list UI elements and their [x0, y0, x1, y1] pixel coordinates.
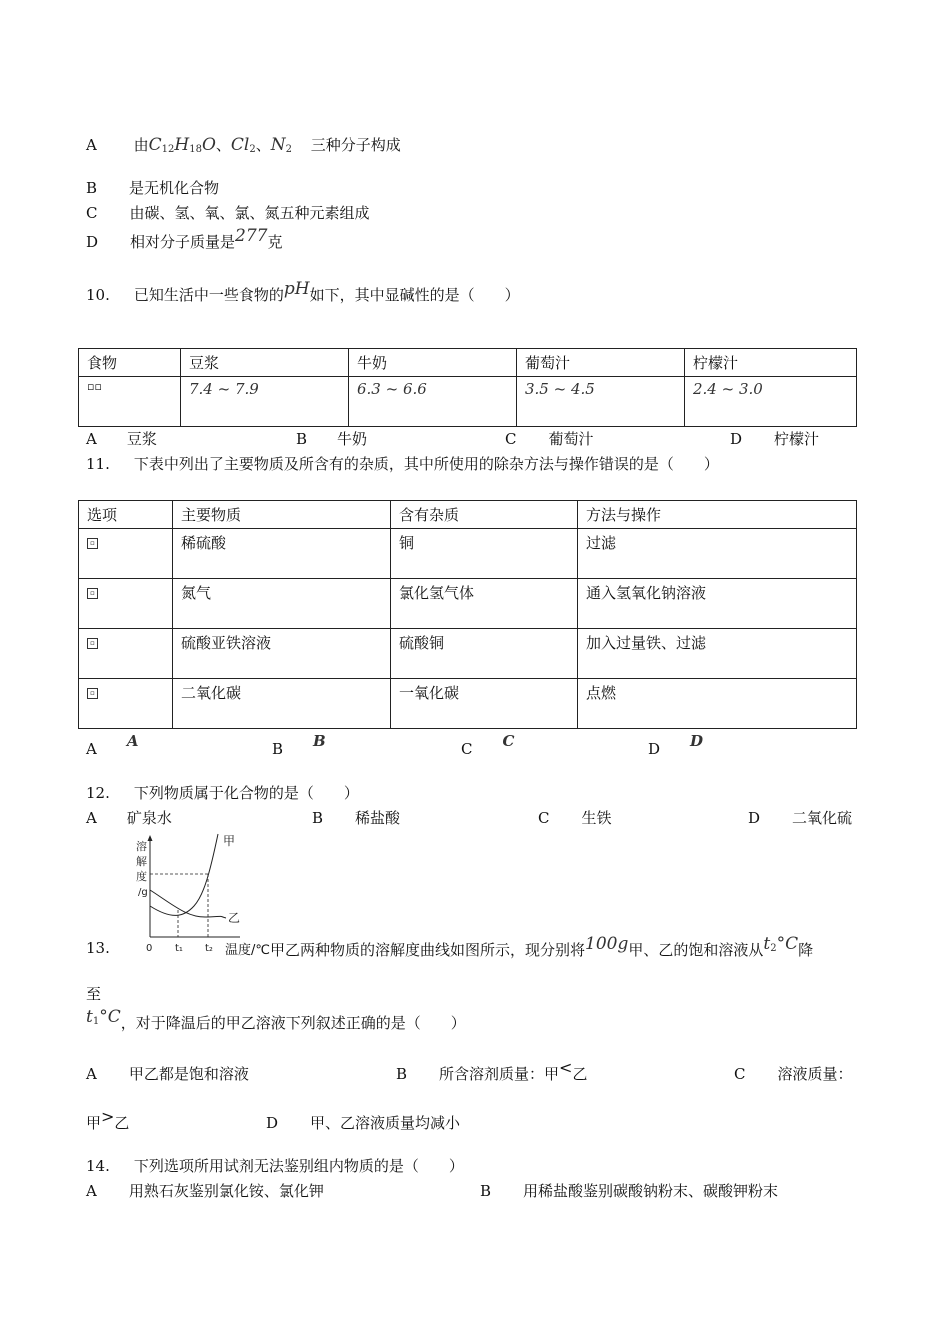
q12-option-c: C 生铁	[538, 809, 612, 827]
table-cell: 点燃	[578, 679, 857, 729]
table-row	[79, 529, 857, 579]
table-header: 主要物质	[173, 501, 391, 529]
q9-option-c: C 由碳、氢、氧、氯、氮五种元素组成	[86, 204, 370, 222]
table-cell: 硫酸铜	[391, 629, 578, 679]
q10-option-a: A 豆浆	[86, 430, 157, 448]
formula: $C_{12}H_{18}O$	[148, 135, 216, 155]
table-header: 选项	[79, 501, 173, 529]
q11-impurity-table	[78, 500, 857, 729]
q12-option-b: B 稀盐酸	[312, 809, 401, 827]
q13-option-c: C 溶液质量：	[734, 1065, 853, 1083]
q13-option-a: A 甲乙都是饱和溶液	[86, 1065, 249, 1083]
table-cell: 3.5 ~ 4.5	[517, 377, 685, 427]
origin-label: 0	[146, 943, 153, 954]
q12-option-a: A 矿泉水	[86, 809, 172, 827]
q13-option-b: B 所含溶剂质量：甲<乙	[396, 1058, 588, 1083]
table-cell: 硫酸亚铁溶液	[173, 629, 391, 679]
q14-stem: 14. 下列选项所用试剂无法鉴别组内物质的是（ ）	[86, 1157, 464, 1175]
q10-option-b: B 牛奶	[296, 430, 368, 448]
table-cell: 铜	[391, 529, 578, 579]
q13-num: 13.	[86, 939, 110, 957]
table-row	[79, 679, 857, 729]
table-header: 含有杂质	[391, 501, 578, 529]
table-cell: 氮气	[173, 579, 391, 629]
table-cell: 6.3 ~ 6.6	[349, 377, 517, 427]
curve-yi	[150, 890, 226, 918]
t2-tick-label: t₂	[205, 943, 213, 954]
table-cell: 7.4 ~ 7.9	[181, 377, 349, 427]
table-cell: 二氧化碳	[173, 679, 391, 729]
formula: $N_2$	[270, 135, 292, 155]
q12-stem: 12. 下列物质属于化合物的是（ ）	[86, 784, 359, 802]
q13-stem-line1: 甲乙两种物质的溶解度曲线如图所示，现分别将100g甲、乙的饱和溶液从$t_2^\circ C$降	[270, 934, 814, 959]
table-cell: ▫	[79, 679, 173, 729]
q12-option-d: D 二氧化硫	[748, 809, 853, 827]
table-cell: 稀硫酸	[173, 529, 391, 579]
q13-stem-line3: $t_1^\circ C$，对于降温后的甲乙溶液下列叙述正确的是（ ）	[86, 1007, 466, 1032]
table-row	[79, 579, 857, 629]
y-axis-label-char: 度	[136, 870, 147, 883]
q9-option-a: A 由$C_{12}H_{18}O$、$Cl_2$、$N_2$ 三种分子构成	[86, 135, 401, 155]
q13-stem-line2: 至	[86, 985, 102, 1003]
y-axis-label-char: 溶	[136, 840, 147, 853]
q11-stem: 11. 下表中列出了主要物质及所含有的杂质，其中所使用的除杂方法与操作错误的是（ ）	[86, 455, 719, 473]
curve-label-yi: 乙	[228, 911, 241, 925]
table-cell: ▫	[79, 529, 173, 579]
q11-option-c: C C	[461, 732, 515, 758]
q11-option-d: D D	[648, 732, 704, 758]
q9-option-d: D 相对分子质量是277克	[86, 226, 283, 251]
table-cell: 2.4 ~ 3.0	[685, 377, 857, 427]
curve-label-jia: 甲	[223, 834, 236, 848]
table-header-row	[79, 501, 857, 529]
table-header-row	[79, 349, 857, 377]
t1-tick-label: t₁	[175, 943, 183, 954]
q10-stem: 10. 已知生活中一些食物的pH如下，其中显碱性的是（ ）	[86, 279, 520, 304]
q14-option-b: B 用稀盐酸鉴别碳酸钠粉末、碳酸钾粉末	[480, 1182, 779, 1200]
q10-ph-table	[78, 348, 857, 427]
table-cell: ▫	[79, 629, 173, 679]
q14-option-a: A 用熟石灰鉴别氯化铵、氯化钾	[86, 1182, 324, 1200]
table-header: 柠檬汁	[685, 349, 857, 377]
table-cell: 过滤	[578, 529, 857, 579]
table-cell: 氯化氢气体	[391, 579, 578, 629]
q10-option-c: C 葡萄汁	[505, 430, 594, 448]
q10-option-d: D 柠檬汁	[730, 430, 820, 448]
q13-option-d: D 甲、乙溶液质量均减小	[266, 1114, 461, 1132]
y-axis-arrow	[148, 835, 153, 841]
table-cell: ▫	[79, 579, 173, 629]
table-header: 牛奶	[349, 349, 517, 377]
formula: $Cl_2$	[230, 135, 256, 155]
table-header: 豆浆	[181, 349, 349, 377]
table-cell: ▫▫	[79, 377, 181, 427]
x-axis-label: 温度/℃	[225, 943, 270, 958]
y-axis-label-char: 解	[136, 855, 147, 868]
q13-option-c-cont: 甲>乙	[86, 1107, 130, 1132]
table-header: 葡萄汁	[517, 349, 685, 377]
table-cell: 加入过量铁、过滤	[578, 629, 857, 679]
y-axis-label-char: /g	[138, 887, 148, 898]
q11-option-a: A A	[86, 732, 139, 758]
table-cell: 通入氢氧化钠溶液	[578, 579, 857, 629]
option-letter: A	[86, 136, 97, 154]
option-text: 由	[133, 136, 149, 154]
q11-option-b: B B	[272, 732, 326, 758]
table-cell: 一氧化碳	[391, 679, 578, 729]
table-row	[79, 377, 857, 427]
table-header: 方法与操作	[578, 501, 857, 529]
q9-option-b: B 是无机化合物	[86, 179, 220, 197]
table-header: 食物	[79, 349, 181, 377]
table-row	[79, 629, 857, 679]
